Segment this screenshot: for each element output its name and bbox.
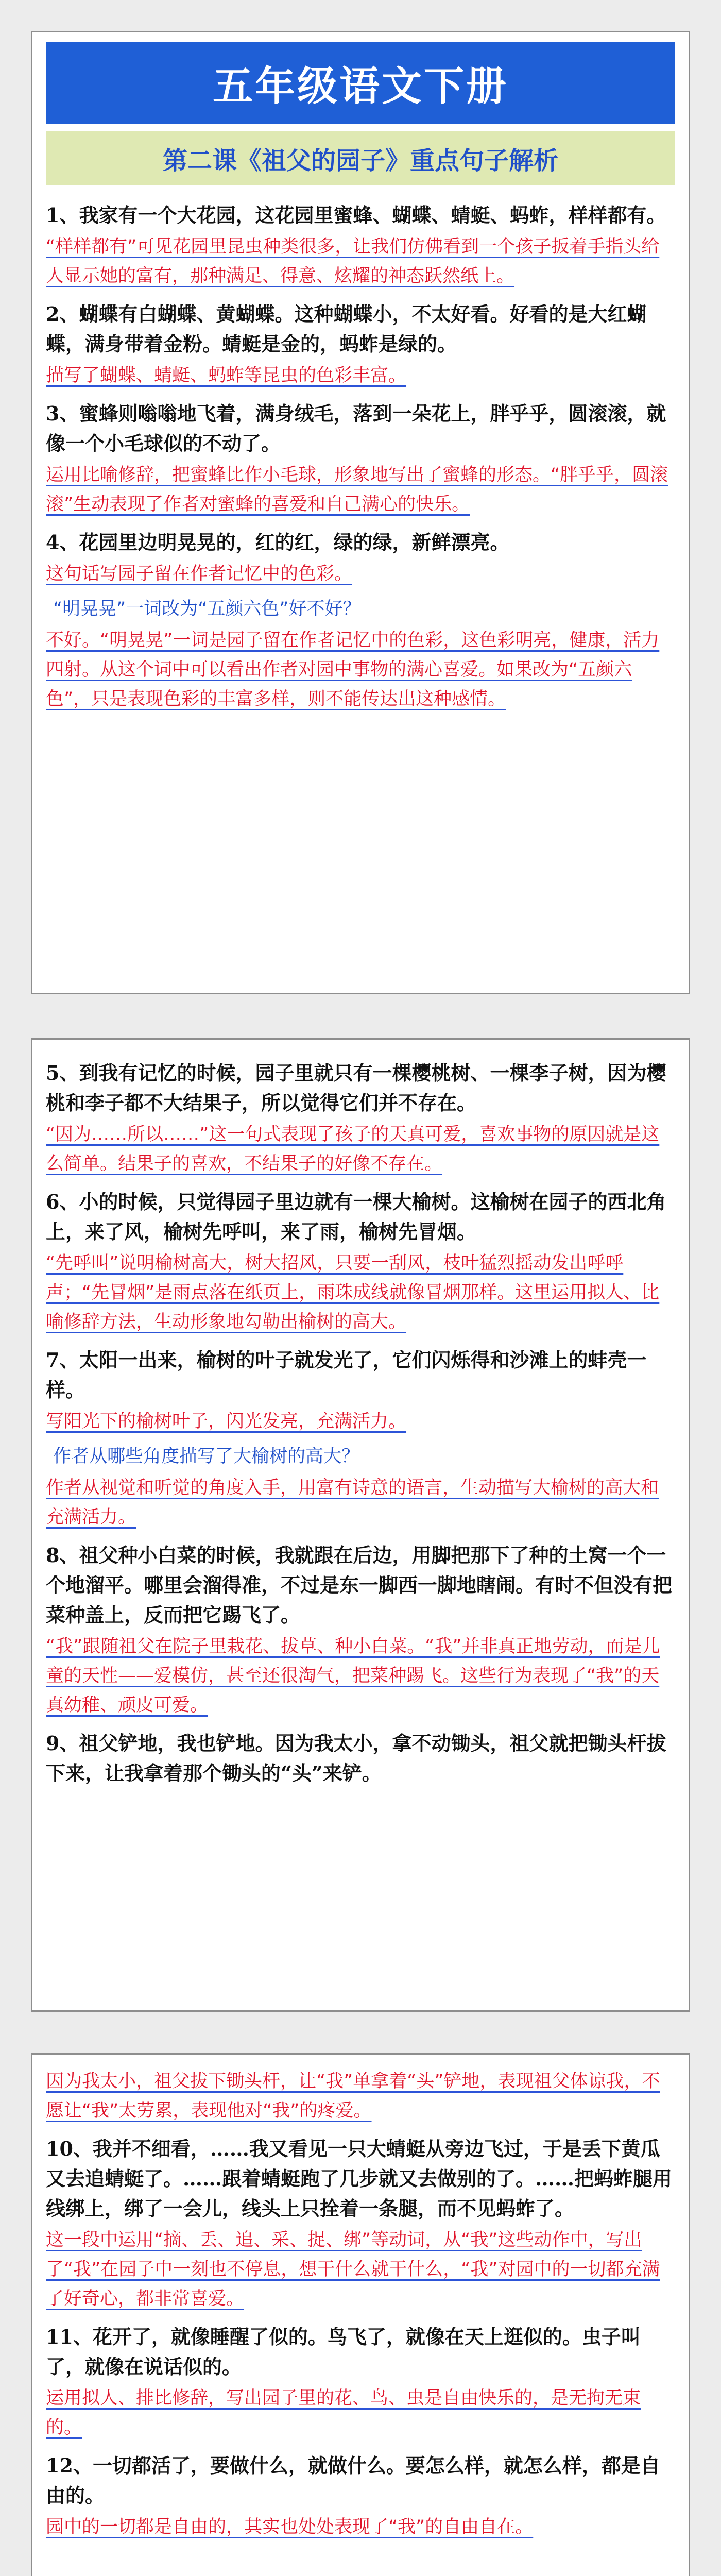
analysis: 运用拟人、排比修辞，写出园子里的花、鸟、虫是自由快乐的，是无拘无束的。 [46, 2388, 641, 2438]
analysis: “先呼叫”说明榆树高大，树大招风，只要一刮风，枝叶猛烈摇动发出呼呼声；“先冒烟”是雨点落在纸页上，雨珠成线就像冒烟那样。这里运用拟人、比喻修辞方法，生动形象地勾勒出榆树的高大。 [46, 1253, 660, 1332]
analysis: “因为……所以……”这一句式表现了孩子的天真可爱，喜欢事物的原因就是这么简单。结果子的喜欢，不结果子的好像不存在。 [46, 1124, 660, 1174]
analysis: 园中的一切都是自由的，其实也处处表现了“我”的自由自在。 [46, 2517, 534, 2537]
page-title: 五年级语文下册 [46, 42, 675, 124]
analysis: 运用比喻修辞，把蜜蜂比作小毛球，形象地写出了蜜蜂的形态。“胖乎乎，圆滚滚”生动表现了作者对蜜蜂的喜爱和自己满心的快乐。 [46, 465, 668, 515]
analysis: 写阳光下的榆树叶子，闪光发亮，充满活力。 [46, 1411, 407, 1432]
card-1-body [46, 185, 675, 714]
sentence: 7、太阳一出来，榆树的叶子就发光了，它们闪烁得和沙滩上的蚌壳一样。 [46, 1348, 647, 1401]
analysis: 这句话写园子留在作者记忆中的色彩。 [46, 564, 353, 584]
analysis: 这一段中运用“摘、丢、追、采、捉、绑”等动词，从“我”这些动作中，写出了“我”在园子中一刻也不停息，想干什么就干什么，“我”对园中的一切都充满了好奇心，都非常喜爱。 [46, 2230, 660, 2309]
card-2 [31, 1038, 690, 2012]
sentence: 6、小的时候，只觉得园子里边就有一棵大榆树。这榆树在园子的西北角上，来了风，榆树先呼叫，来了雨，榆树先冒烟。 [46, 1190, 666, 1243]
card-1 [31, 31, 690, 994]
sentence: 9、祖父铲地，我也铲地。因为我太小，拿不动锄头，祖父就把锄头杆拔下来，让我拿着那个锄头的“头”来铲。 [46, 1732, 666, 1785]
question: “明晃晃”一词改为“五颜六色”好不好？ [53, 599, 361, 619]
card-3-body [46, 2055, 675, 2542]
sentence: 2、蝴蝶有白蝴蝶、黄蝴蝶。这种蝴蝶小，不太好看。好看的是大红蝴蝶，满身带着金粉。蜻蜓是金的，蚂蚱是绿的。 [46, 302, 647, 355]
sentence: 3、蜜蜂则嗡嗡地飞着，满身绒毛，落到一朵花上，胖乎乎，圆滚滚，就像一个小毛球似的不动了。 [46, 402, 666, 455]
analysis: 作者从视觉和听觉的角度入手，用富有诗意的语言，生动描写大榆树的高大和充满活力。 [46, 1478, 659, 1528]
analysis: 描写了蝴蝶、蜻蜓、蚂蚱等昆虫的色彩丰富。 [46, 365, 407, 386]
sentence: 8、祖父种小白菜的时候，我就跟在后边，用脚把那下了种的土窝一个一个地溜平。哪里会溜得准，不过是东一脚西一脚地瞎闹。有时不但没有把菜种盖上，反而把它踢飞了。 [46, 1544, 673, 1626]
card-2-body [46, 1040, 675, 1788]
analysis: 因为我太小，祖父拔下锄头杆，让“我”单拿着“头”铲地，表现祖父体谅我，不愿让“我”太劳累，表现他对“我”的疼爱。 [46, 2071, 660, 2121]
card-3 [31, 2053, 690, 2576]
analysis: 不好。“明晃晃”一词是园子留在作者记忆中的色彩，这色彩明亮，健康，活力四射。从这个词中可以看出作者对园中事物的满心喜爱。如果改为“五颜六色”，只是表现色彩的丰富多样，则不能传达出这种感情。 [46, 630, 660, 709]
sentence: 11、花开了，就像睡醒了似的。鸟飞了，就像在天上逛似的。虫子叫了，就像在说话似的。 [46, 2325, 641, 2378]
sentence: 1、我家有一个大花园，这花园里蜜蜂、蝴蝶、蜻蜓、蚂蚱，样样都有。 [46, 204, 666, 227]
question: 作者从哪些角度描写了大榆树的高大？ [53, 1446, 360, 1467]
sentence: 12、一切都活了，要做什么，就做什么。要怎么样，就怎么样，都是自由的。 [46, 2454, 660, 2507]
analysis: “我”跟随祖父在院子里栽花、拔草、种小白菜。“我”并非真正地劳动，而是儿童的天性——爱模仿，甚至还很淘气，把菜种踢飞。这些行为表现了“我”的天真幼稚、顽皮可爱。 [46, 1636, 660, 1716]
analysis: “样样都有”可见花园里昆虫种类很多，让我们仿佛看到一个孩子扳着手指头给人显示她的富有，那种满足、得意、炫耀的神态跃然纸上。 [46, 236, 660, 286]
sentence: 4、花园里边明晃晃的，红的红，绿的绿，新鲜漂亮。 [46, 531, 510, 554]
lesson-subtitle: 第二课《祖父的园子》重点句子解析 [46, 131, 675, 185]
sentence: 10、我并不细看，……我又看见一只大蜻蜓从旁边飞过，于是丢下黄瓜又去追蜻蜓了。……跟着蜻蜓跑了几步就又去做别的了。……把蚂蚱腿用线绑上，绑了一会儿，线头上只拴着一条腿，而不见蚂蚱了。 [46, 2137, 673, 2220]
sentence: 5、到我有记忆的时候，园子里就只有一棵樱桃树、一棵李子树，因为樱桃和李子都不大结果子，所以觉得它们并不存在。 [46, 1061, 666, 1114]
